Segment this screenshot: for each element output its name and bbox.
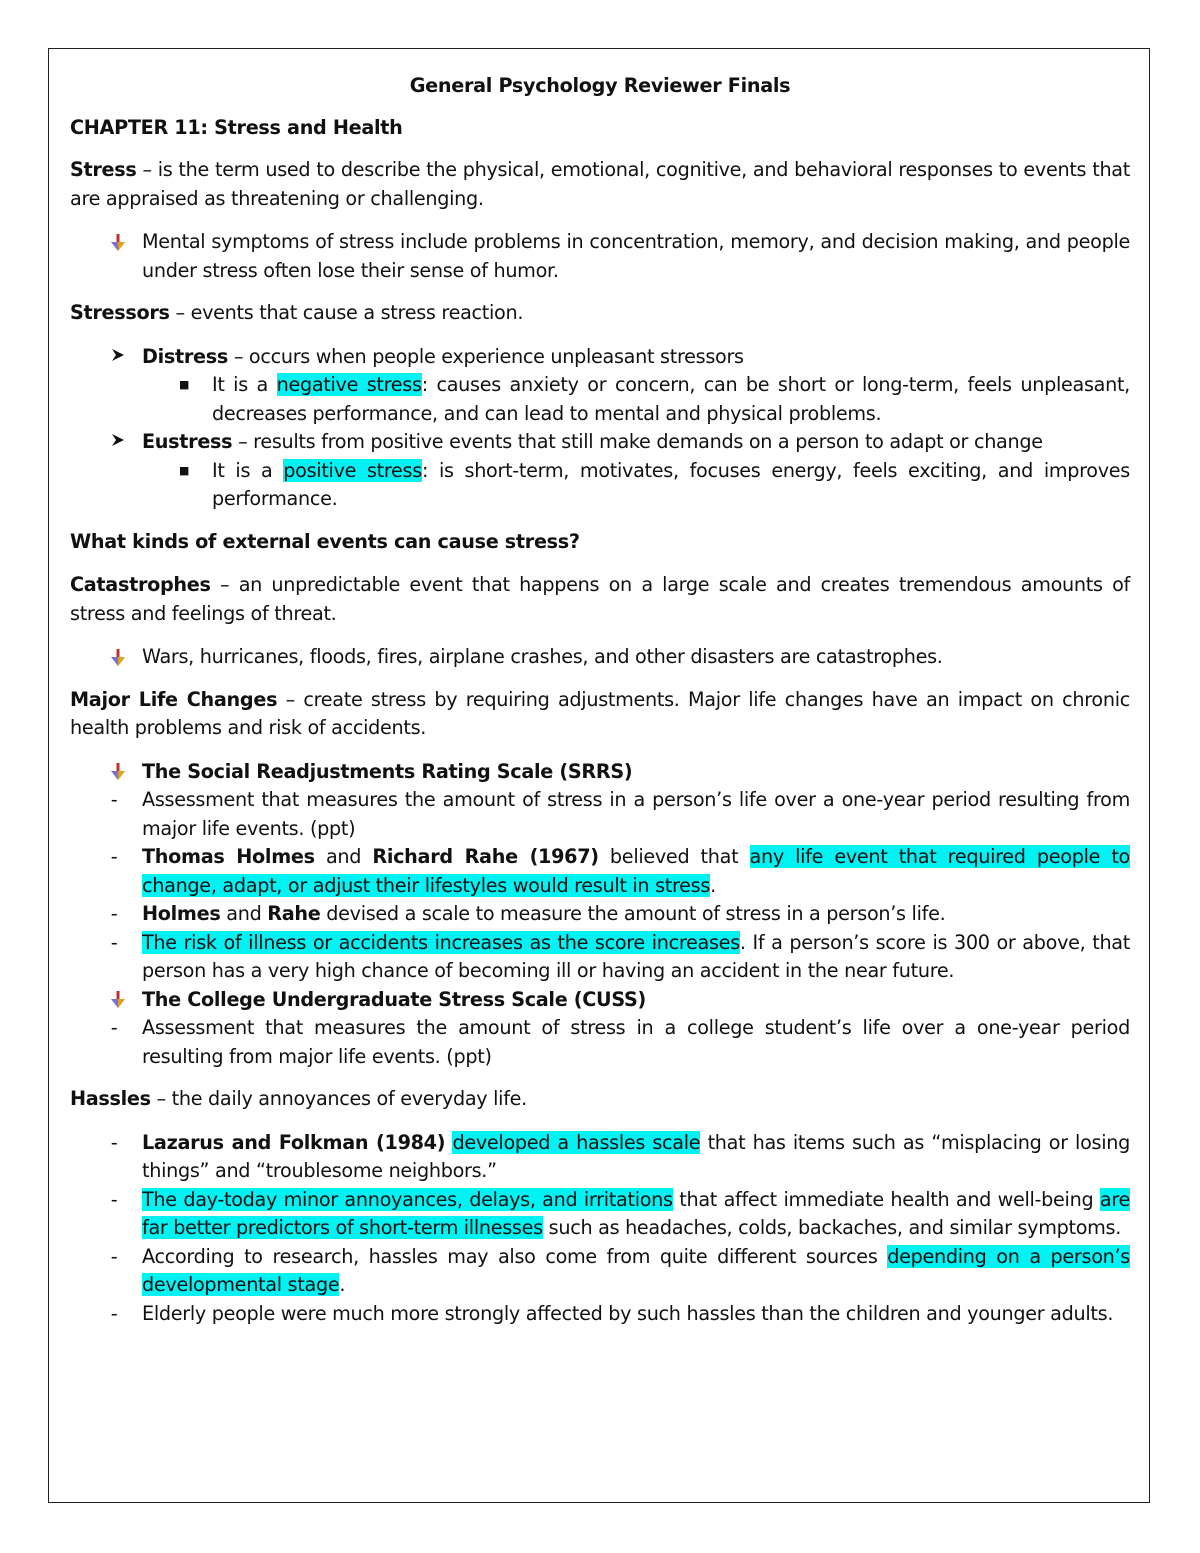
list-item: Eustress – results from positive events that still make demands on a person to adapt or change xyxy=(70,428,1130,457)
term-stressors: Stressors xyxy=(70,301,170,324)
cuss-heading: The College Undergraduate Stress Scale (CUSS) xyxy=(70,986,1130,1015)
arrow-down-icon xyxy=(108,986,128,1015)
highlighted-text: positive stress xyxy=(283,458,422,482)
list-item: - Holmes and Rahe devised a scale to measure the amount of stress in a person’s life. xyxy=(70,900,1130,929)
list-item: - The day-today minor annoyances, delays, and irritations that affect immediate health and well-being are far better predictors of short-term illnesses such as headaches, colds, backaches, and similar symptoms. xyxy=(70,1186,1130,1243)
highlighted-text: negative stress xyxy=(276,373,422,396)
term-distress: Distress xyxy=(142,344,229,368)
dash-bullet: - xyxy=(110,1016,118,1039)
arrow-down-icon xyxy=(108,758,128,787)
square-bullet-icon: ■ xyxy=(178,463,190,477)
list-item: ■ It is a positive stress: is short-term, motivates, focuses energy, feels exciting, and improves performance. xyxy=(70,457,1130,514)
square-bullet-icon: ■ xyxy=(178,378,190,391)
term-stress: Stress xyxy=(70,158,137,181)
list-item: - Elderly people were much more strongly affected by such hassles than the children and younger adults. xyxy=(70,1300,1130,1329)
list-item: Mental symptoms of stress include problems in concentration, memory, and decision making, and people under stress often lose their sense of humor. xyxy=(70,228,1130,285)
highlighted-text: developed a hassles scale xyxy=(452,1130,701,1154)
dash-bullet: - xyxy=(110,1301,118,1325)
list-item: - Assessment that measures the amount of stress in a college student’s life over a one-year period resulting from major life events. (ppt) xyxy=(70,1014,1130,1071)
chapter-heading: CHAPTER 11: Stress and Health xyxy=(70,115,403,139)
list-item: - Assessment that measures the amount of stress in a person’s life over a one-year period resulting from major life events. (ppt) xyxy=(70,786,1130,843)
term-catastrophes: Catastrophes xyxy=(70,573,211,596)
term-life-changes: Major Life Changes xyxy=(70,687,278,711)
list-item: - Lazarus and Folkman (1984) developed a hassles scale that has items such as “misplacing or losing things” and “troublesome neighbors.” xyxy=(70,1129,1130,1186)
dash-bullet: - xyxy=(110,902,118,925)
dash-bullet: - xyxy=(110,1187,118,1211)
arrow-down-icon xyxy=(108,228,128,257)
document-title: General Psychology Reviewer Finals xyxy=(409,74,791,97)
highlighted-text: The risk of illness or accidents increases as the score increases xyxy=(142,930,740,954)
document-body xyxy=(70,70,1130,1328)
dash-bullet: - xyxy=(110,1244,118,1268)
srrs-heading: The Social Readjustments Rating Scale (SRRS) xyxy=(70,758,1130,787)
list-item: Wars, hurricanes, floods, fires, airplane crashes, and other disasters are catastrophes. xyxy=(70,643,1130,672)
highlighted-text: depending on a person’s developmental stage xyxy=(142,1244,1130,1296)
list-item: - Thomas Holmes and Richard Rahe (1967) believed that any life event that required people to change, adapt, or adjust their lifestyles would result in stress. xyxy=(70,843,1130,900)
hassles-definition: Hassles – the daily annoyances of everyday life. xyxy=(70,1087,527,1110)
dash-bullet: - xyxy=(110,1130,118,1154)
stress-definition: Stress – is the term used to describe the physical, emotional, cognitive, and behavioral responses to events that are appraised as threatening or challenging. xyxy=(70,158,1130,210)
arrowhead-icon xyxy=(108,343,128,372)
list-item: - According to research, hassles may also come from quite different sources depending on a person’s developmental stage. xyxy=(70,1243,1130,1300)
list-item: ■ It is a negative stress: causes anxiety or concern, can be short or long-term, feels unpleasant, decreases performance, and can lead to mental and physical problems. xyxy=(70,371,1130,428)
catastrophes-definition: Catastrophes – an unpredictable event that happens on a large scale and creates tremendous amounts of stress and feelings of threat. xyxy=(70,573,1130,625)
term-eustress: Eustress xyxy=(142,430,233,453)
dash-bullet: - xyxy=(110,845,118,868)
dash-bullet: - xyxy=(110,788,118,811)
highlighted-text: are far better predictors of short-term illnesses xyxy=(142,1187,1131,1239)
dash-bullet: - xyxy=(110,930,118,954)
arrowhead-icon xyxy=(108,428,128,457)
list-item: - The risk of illness or accidents increases as the score increases. If a person’s score is 300 or above, that person has a very high chance of becoming ill or having an accident in the near future. xyxy=(70,929,1130,986)
term-hassles: Hassles xyxy=(70,1087,151,1110)
stressors-definition: Stressors – events that cause a stress reaction. xyxy=(70,301,524,324)
section-question: What kinds of external events can cause stress? xyxy=(70,529,580,553)
highlighted-text: any life event that required people to change, adapt, or adjust their lifestyles would result in stress xyxy=(142,845,1130,897)
list-item: Distress – occurs when people experience unpleasant stressors xyxy=(70,343,1130,372)
arrow-down-icon xyxy=(108,643,128,672)
life-changes-definition: Major Life Changes – create stress by requiring adjustments. Major life changes have an impact on chronic health problems and risk of accidents. xyxy=(70,687,1131,739)
highlighted-text: The day-today minor annoyances, delays, and irritations xyxy=(142,1187,673,1211)
